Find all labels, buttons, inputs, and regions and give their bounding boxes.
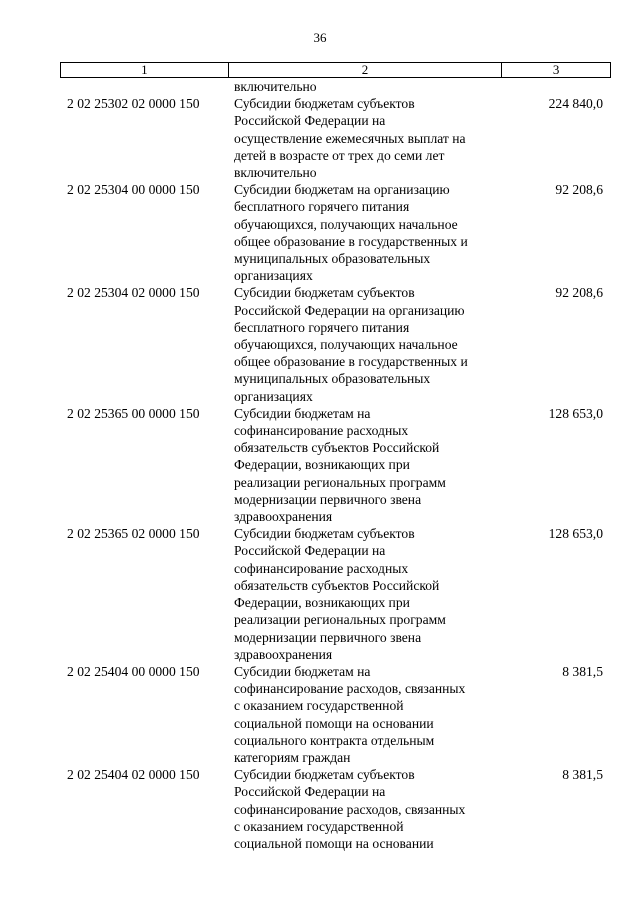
table-row bbox=[60, 663, 611, 766]
row-name bbox=[228, 284, 502, 404]
row-code: 2 02 25304 02 0000 150 bbox=[67, 285, 200, 301]
row-name-line: Субсидии бюджетам субъектов bbox=[234, 285, 415, 301]
row-code: 2 02 25365 00 0000 150 bbox=[67, 405, 200, 421]
row-name-line: Субсидии бюджетам на bbox=[234, 663, 371, 679]
row-code: 2 02 25404 00 0000 150 bbox=[67, 663, 200, 679]
row-name-line: обязательств субъектов Российской bbox=[234, 440, 440, 456]
row-name bbox=[228, 95, 502, 181]
table-row bbox=[60, 525, 611, 663]
table-row bbox=[60, 95, 611, 181]
row-name-line: категориям граждан bbox=[234, 749, 351, 765]
row-name-line: детей в возрасте от трех до семи лет bbox=[234, 147, 445, 163]
row-code: 2 02 25304 00 0000 150 bbox=[67, 182, 200, 198]
row-name-line: реализации региональных программ bbox=[234, 612, 446, 628]
row-name bbox=[228, 766, 502, 852]
table-row bbox=[60, 284, 611, 404]
row-name-line: социальной помощи на основании bbox=[234, 715, 434, 731]
row-name-line: софинансирование расходных bbox=[234, 423, 409, 439]
table-row bbox=[60, 766, 611, 852]
row-code: 2 02 25404 02 0000 150 bbox=[67, 767, 200, 783]
row-name-line: бесплатного горячего питания bbox=[234, 199, 410, 215]
row-name bbox=[228, 525, 502, 663]
row-name bbox=[228, 663, 502, 766]
row-name-line: софинансирование расходов, связанных bbox=[234, 801, 466, 817]
row-name-line: Российской Федерации на bbox=[234, 784, 386, 800]
row-amount: 92 208,6 bbox=[555, 182, 603, 198]
budget-table bbox=[60, 62, 611, 852]
row-name bbox=[228, 78, 502, 95]
table-row bbox=[60, 181, 611, 284]
row-name bbox=[228, 405, 502, 525]
row-name-line: социального контракта отдельным bbox=[234, 732, 435, 748]
row-name bbox=[228, 181, 502, 284]
row-name-line: с оказанием государственной bbox=[234, 818, 404, 834]
row-name-line: здравоохранения bbox=[234, 646, 333, 662]
row-name-line: Субсидии бюджетам на bbox=[234, 405, 371, 421]
header-col-2: 2 bbox=[229, 63, 503, 77]
row-name-line: модернизации первичного звена bbox=[234, 491, 422, 507]
row-name-line: организациях bbox=[234, 268, 313, 284]
row-name-line: софинансирование расходных bbox=[234, 560, 409, 576]
row-name-line: социальной помощи на основании bbox=[234, 835, 434, 851]
row-name-line: Российской Федерации на организацию bbox=[234, 302, 465, 318]
row-name-line: Федерации, возникающих при bbox=[234, 457, 410, 473]
row-amount: 8 381,5 bbox=[562, 663, 603, 679]
row-name-line: с оказанием государственной bbox=[234, 698, 404, 714]
table-header bbox=[60, 62, 611, 78]
row-name-line: софинансирование расходов, связанных bbox=[234, 681, 466, 697]
row-name-line: Субсидии бюджетам субъектов bbox=[234, 767, 415, 783]
row-name-line: Российской Федерации на bbox=[234, 113, 386, 129]
row-name-line: муниципальных образовательных bbox=[234, 251, 431, 267]
row-amount: 128 653,0 bbox=[548, 526, 603, 542]
row-amount: 92 208,6 bbox=[555, 285, 603, 301]
table-row bbox=[60, 405, 611, 525]
row-name-line: бесплатного горячего питания bbox=[234, 319, 410, 335]
row-name-line: обязательств субъектов Российской bbox=[234, 577, 440, 593]
row-name-line: общее образование в государственных и bbox=[234, 233, 468, 249]
page-number: 36 bbox=[313, 30, 327, 45]
header-col-3: 3 bbox=[502, 63, 611, 77]
row-name-line: реализации региональных программ bbox=[234, 474, 446, 490]
row-name-line: обучающихся, получающих начальное bbox=[234, 216, 458, 232]
row-name-line: осуществление ежемесячных выплат на bbox=[234, 130, 466, 146]
row-name-line: включительно bbox=[234, 165, 317, 181]
row-name-line: обучающихся, получающих начальное bbox=[234, 337, 458, 353]
row-amount: 8 381,5 bbox=[562, 767, 603, 783]
row-name-line: здравоохранения bbox=[234, 509, 333, 525]
row-name-line: Российской Федерации на bbox=[234, 543, 386, 559]
row-name-line: модернизации первичного звена bbox=[234, 629, 422, 645]
row-name-line: Субсидии бюджетам субъектов bbox=[234, 96, 415, 112]
row-name-line: общее образование в государственных и bbox=[234, 354, 468, 370]
row-amount: 224 840,0 bbox=[548, 96, 603, 112]
row-name-line: Субсидии бюджетам субъектов bbox=[234, 526, 415, 542]
row-name-line: Федерации, возникающих при bbox=[234, 595, 410, 611]
row-name-line: муниципальных образовательных bbox=[234, 371, 431, 387]
row-name-line: организациях bbox=[234, 388, 313, 404]
row-name-line: включительно bbox=[234, 79, 317, 94]
table-body bbox=[60, 78, 611, 852]
row-code: 2 02 25302 02 0000 150 bbox=[67, 96, 200, 112]
row-code: 2 02 25365 02 0000 150 bbox=[67, 526, 200, 542]
continuation-row bbox=[60, 78, 611, 95]
row-amount: 128 653,0 bbox=[548, 405, 603, 421]
row-name-line: Субсидии бюджетам на организацию bbox=[234, 182, 450, 198]
header-col-1: 1 bbox=[61, 63, 229, 77]
